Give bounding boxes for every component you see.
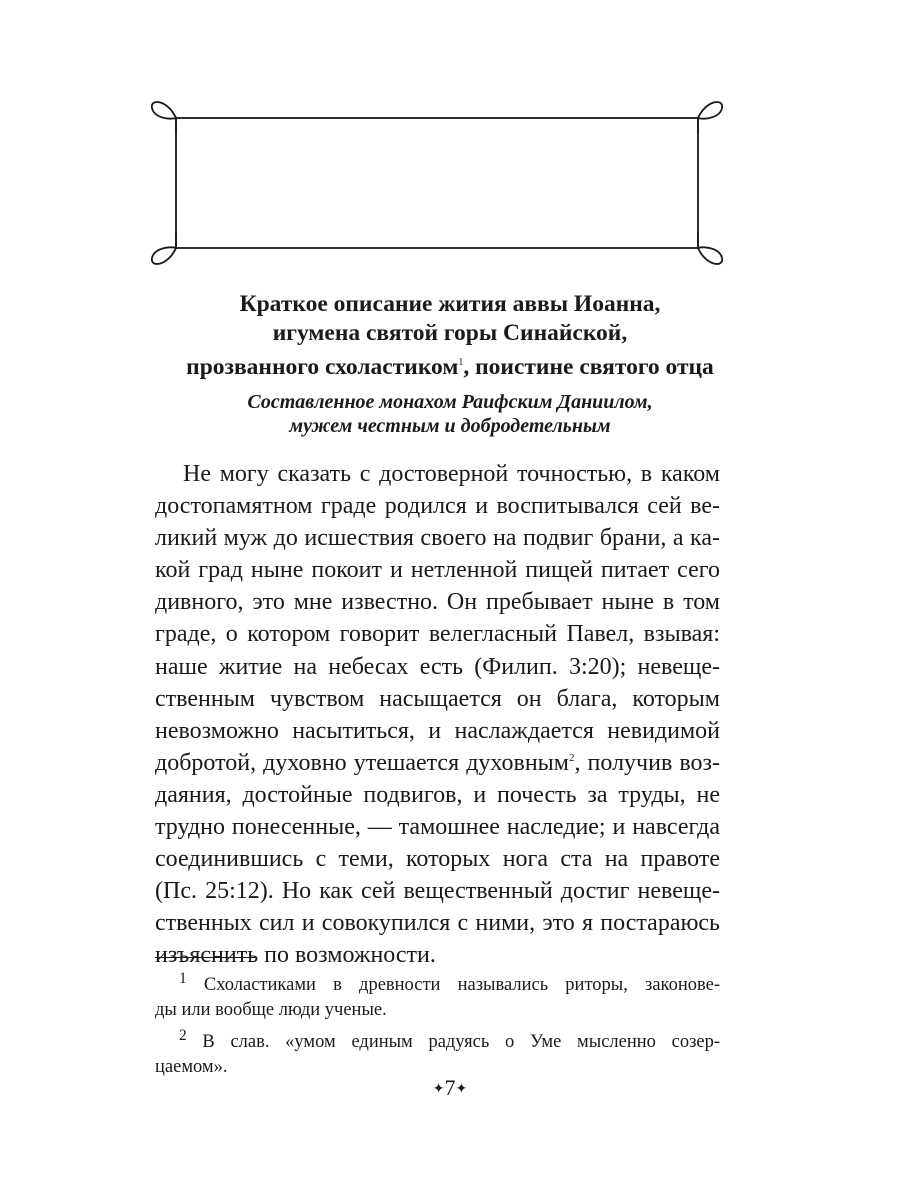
text-line: дивного, это мне известно. Он пребывает ныне в том	[155, 589, 720, 616]
footnote-line	[155, 966, 720, 998]
footnote-line: ды или вообще люди ученые.	[155, 1000, 387, 1021]
page-number	[350, 1075, 550, 1103]
text-line	[155, 747, 720, 779]
text-line: даяния, достойные подвигов, и почесть за труды, не	[155, 781, 720, 808]
text-line: трудно понесенные, — тамошнее наследие; и навсегда	[155, 814, 720, 841]
text-line: достопамятном граде родился и воспитывался сей ве-	[155, 493, 720, 520]
title-line: Краткое описание жития аввы Иоанна,	[239, 291, 661, 317]
subtitle-line: мужем честным и добродетельным	[289, 415, 611, 437]
body-paragraph	[155, 458, 720, 972]
footnote-line: цаемом».	[155, 1057, 228, 1078]
text-segment: , получив воз-	[574, 749, 721, 776]
page-number-value: 7	[444, 1075, 456, 1100]
text-line: невозможно насытиться, и наслаждается невидимой	[155, 717, 720, 744]
text-line: изъяснить по возможности.	[155, 942, 436, 969]
text-line: ликий муж до исшествия своего на подвиг брани, а ка-	[155, 525, 720, 552]
decorative-frame	[148, 94, 726, 272]
footnote-marker: 1	[458, 357, 464, 368]
text-line: ственных сил и совокупился с ними, это я постараюсь	[155, 910, 720, 937]
ornament-icon: ✦	[455, 1082, 468, 1097]
footnote-marker: 2	[179, 1027, 187, 1045]
footnote-marker: 2	[568, 751, 575, 764]
title-line: игумена святой горы Синайской,	[272, 320, 628, 346]
footnote-line	[155, 1023, 720, 1055]
title-line	[100, 348, 800, 382]
chapter-title	[100, 290, 800, 382]
footnote-text: В слав. «умом единым радуясь о Уме мысленно созер-	[186, 1032, 720, 1053]
footnotes	[155, 966, 720, 1080]
text-line: (Пс. 25:12). Но как сей вещественный достиг невеще-	[155, 878, 720, 905]
subtitle-line: Составленное монахом Раифским Даниилом,	[247, 391, 653, 413]
ornament-icon: ✦	[432, 1082, 445, 1097]
footnote-marker: 1	[179, 970, 187, 987]
text-segment: добротой, духовно утешается духовным	[155, 749, 569, 776]
ornamental-border-icon	[148, 94, 726, 272]
text-line: наше житие на небесах есть (Филип. 3:20); невеще-	[155, 653, 720, 680]
text-line: ственным чувством насыщается он блага, которым	[155, 685, 720, 712]
footnote-text: Схоластиками в древности назывались риторы, законове-	[186, 975, 720, 996]
title-text: , поистине святого отца	[463, 353, 714, 380]
text-line: Не могу сказать с достоверной точностью, в каком	[183, 461, 720, 487]
text-line: граде, о котором говорит велегласный Павел, взывая:	[155, 621, 720, 648]
text-line: кой град ныне покоит и нетленной пищей питает сего	[155, 557, 720, 584]
footnote-divider	[155, 957, 255, 958]
text-line: соединившись с теми, которых нога ста на правоте	[155, 846, 720, 873]
chapter-subtitle	[100, 390, 800, 438]
title-text: прозванного схоластиком	[186, 353, 459, 380]
